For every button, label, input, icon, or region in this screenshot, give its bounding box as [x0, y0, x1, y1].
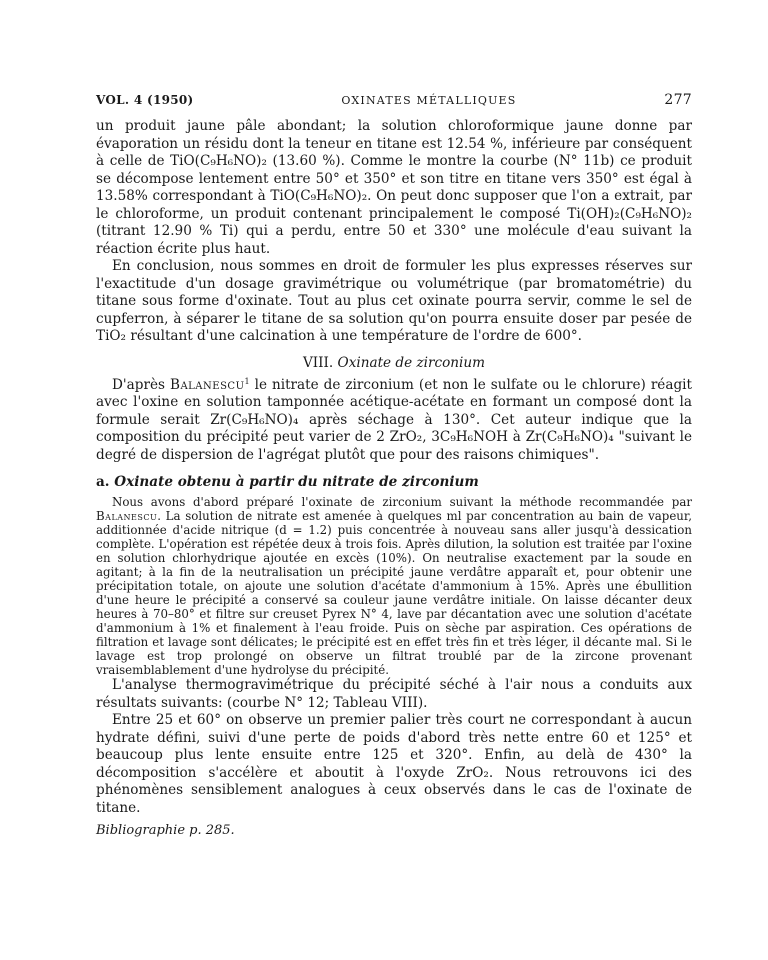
paragraph-conclusion: En conclusion, nous sommes en droit de formuler les plus expresses réserves sur l'exactitude d'un dosage gravimétrique ou volumétrique (par bromatométrie) du titane sous forme d'oxinate. Tout au plus cet oxinate pourra servir, comme le sel de cupferron, à séparer le titane de sa solution qu'on pourra ensuite doser par pesée de TiO₂ résultant d'une calcination à une température de l'ordre de 600°.	[96, 258, 692, 344]
volume-label: VOL. 4 (1950)	[96, 93, 194, 107]
running-header	[96, 92, 692, 108]
bibliography-note: Bibliographie p. 285.	[96, 823, 235, 838]
page-number: 277	[664, 92, 692, 108]
paragraph-analysis: L'analyse thermogravimétrique du précipité séché à l'air nous a conduits aux résultats suivants: (courbe N° 12; Tableau VIII).	[96, 677, 692, 711]
reference-marker: 1	[244, 376, 250, 386]
author-name: Balanescu	[169, 376, 245, 393]
paragraph-rest: le nitrate de zirconium (et non le sulfate ou le chlorure) réagit avec l'oxine en solution tamponnée acétique-acétate en formant un composé dont la formule serait Zr(C₉H₆NO)₄ après séchage à 130°. Cet auteur indique que la composition du précipité peut varier de 2 ZrO₂, 3C₉H₆NOH à Zr(C₉H₆NO)₄ "suivant le degré de dispersion de l'agrégat plutôt que pour des raisons chimiques".	[96, 376, 692, 463]
article-page	[96, 92, 692, 838]
author-name-2: Balanescu	[96, 509, 158, 523]
subsection-title-a	[96, 474, 692, 490]
subsection-letter: a.	[96, 474, 110, 490]
method-prefix: Nous avons d'abord préparé l'oxinate de zirconium suivant la méthode recommandée par	[112, 495, 692, 509]
paragraph-method	[96, 495, 692, 677]
section-title-viii	[96, 355, 692, 371]
method-rest: . La solution de nitrate est amenée à quelques ml par concentration au bain de vapeur, additionnée d'acide nitrique (d = 1.2) puis concentrée à nouveau sans aller jusqu'à dessication complète. L'opération est répétée deux à trois fois. Après dilution, la solution est traitée par l'oxine en solution chlorhydrique ajoutée en excès (10%). On neutralise exactement par la soude en agitant; à la fin de la neutralisation un précipité jaune verdâtre apparaît et, pour obtenir une précipitation totale, on ajoute une solution d'acétate d'ammonium à 15%. Après une ébullition d'une heure le précipité a conservé sa couleur jaune verdâtre initiale. On laisse décanter deux heures à 70–80° et filtre sur creuset Pyrex N° 4, lave par décantation avec une solution d'acétate d'ammonium à 1% et finalement à l'eau froide. Puis on sèche par aspiration. Ces opérations de filtration et lavage sont délicates; le précipité est en effet très fin et très léger, il décante mal. Si le lavage est trop prolongé on observe un filtrat troublé par de la zircone provenant vraisemblablement d'une hydrolyse du précipité.	[96, 509, 692, 677]
section-number: VIII.	[302, 354, 334, 371]
running-title: OXINATES MÉTALLIQUES	[341, 94, 517, 107]
paragraph-continuation: un produit jaune pâle abondant; la solution chloroformique jaune donne par évaporation un résidu dont la teneur en titane est 12.54 %, inférieure par conséquent à celle de TiO(C₉H₆NO)₂ (13.60 %). Comme le montre la courbe (N° 11b) ce produit se décompose lentement entre 50° et 350° et son titre en titane vers 350° est égal à 13.58% correspondant à TiO(C₉H₆NO)₂. On peut donc supposer que l'on a extrait, par le chloroforme, un produit contenant principalement le composé Ti(OH)₂(C₉H₆NO)₂ (titrant 12.90 % Ti) qui a perdu, entre 50 et 330° une molécule d'eau suivant la réaction écrite plus haut.	[96, 118, 692, 257]
subsection-heading: Oxinate obtenu à partir du nitrate de zirconium	[114, 474, 479, 490]
paragraph-prefix: D'après	[112, 376, 170, 393]
section-heading: Oxinate de zirconium	[337, 354, 486, 371]
paragraph-balanescu	[96, 377, 692, 465]
paragraph-results: Entre 25 et 60° on observe un premier palier très court ne correspondant à aucun hydrate défini, suivi d'une perte de poids d'abord très nette entre 60 et 125° et beaucoup plus lente ensuite entre 125 et 320°. Enfin, au delà de 430° la décomposition s'accélère et aboutit à l'oxyde ZrO₂. Nous retrouvons ici des phénomènes sensiblement analogues à ceux observés dans le cas de l'oxinate de titane.	[96, 712, 692, 816]
